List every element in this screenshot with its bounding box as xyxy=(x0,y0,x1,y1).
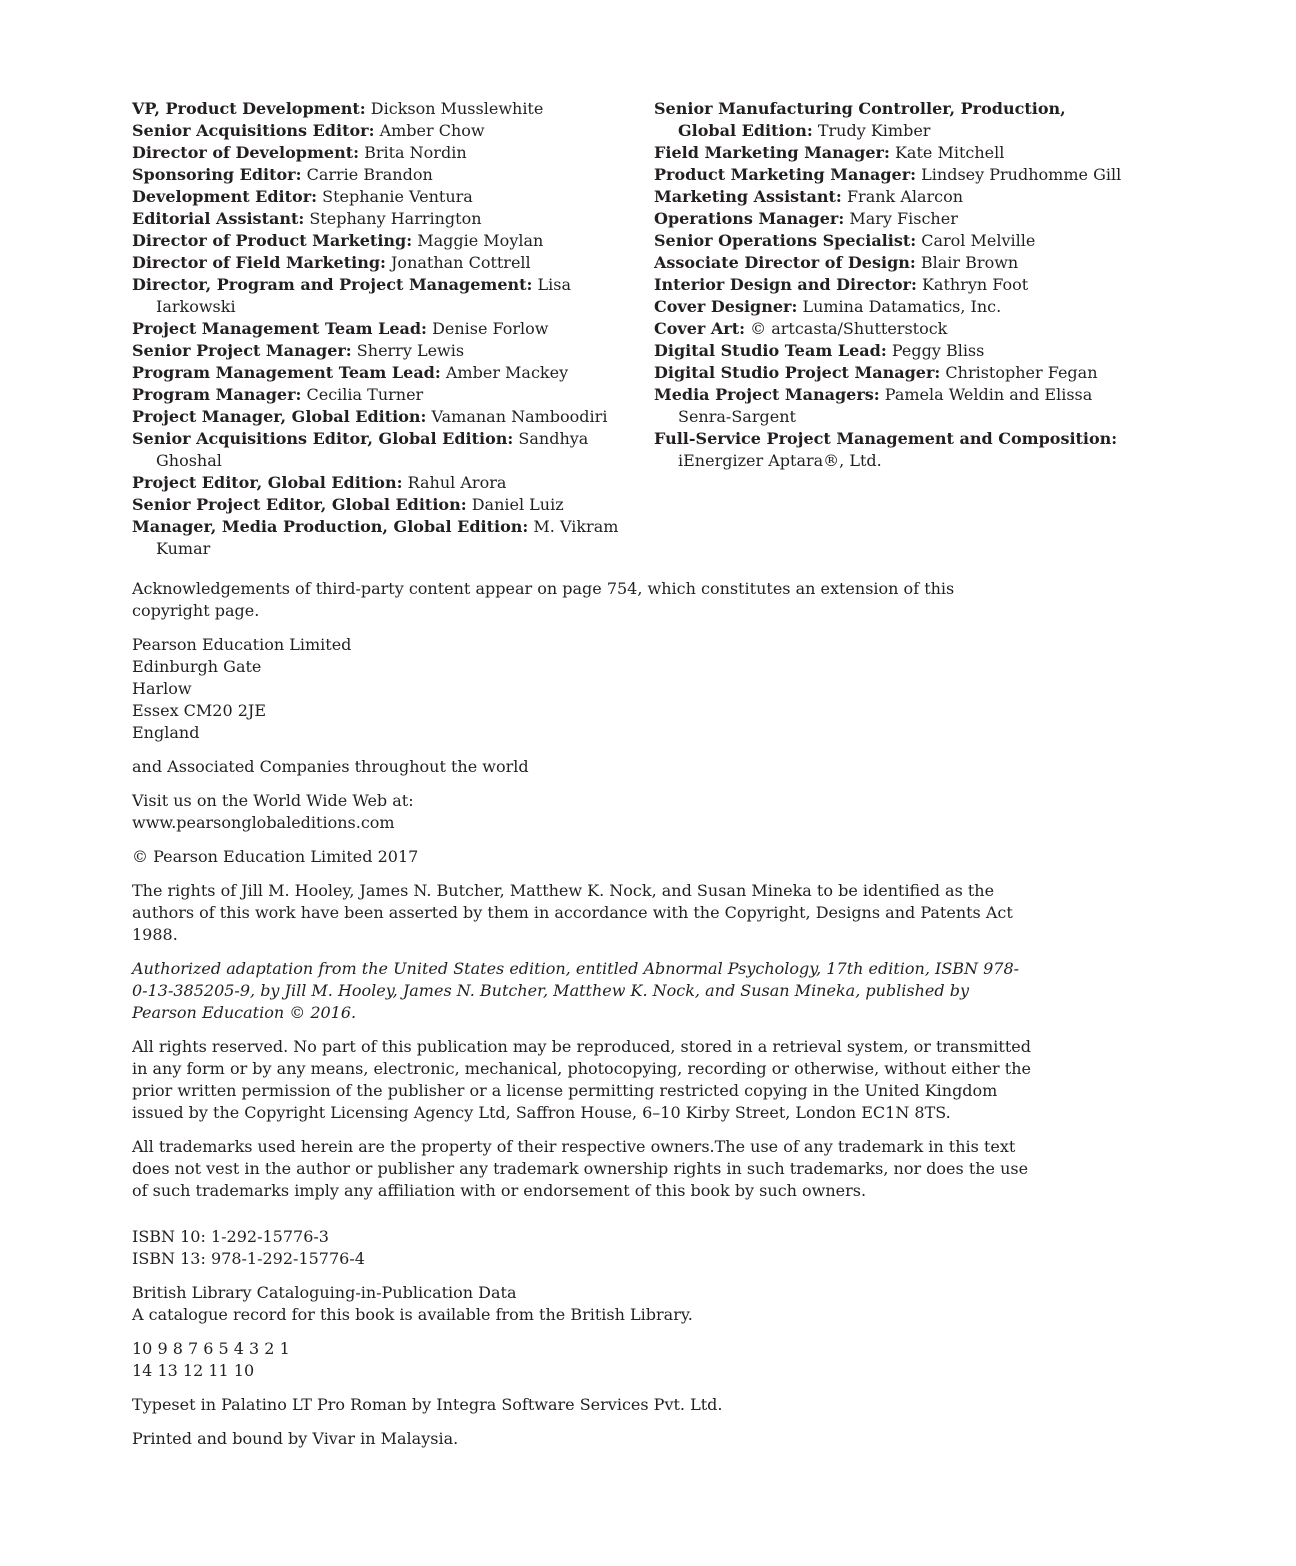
credit-name: Vamanan Namboodiri xyxy=(431,407,608,426)
spacer xyxy=(132,1214,1032,1226)
isbn-10: ISBN 10: 1-292-15776-3 xyxy=(132,1227,329,1246)
credit-name: Maggie Moylan xyxy=(417,231,544,250)
credit-name: iEnergizer Aptara®, Ltd. xyxy=(678,451,882,470)
credit-role: Digital Studio Team Lead: xyxy=(654,341,887,360)
credit-role: Associate Director of Design: xyxy=(654,253,916,272)
credit-role: Senior Project Editor, Global Edition: xyxy=(132,495,467,514)
credit-name: © artcasta/Shutterstock xyxy=(750,319,948,338)
credit-item xyxy=(654,384,1124,428)
credit-item xyxy=(132,516,632,560)
credit-name: Dickson Musslewhite xyxy=(370,99,544,118)
credit-name: Mary Fischer xyxy=(849,209,958,228)
credit-role: Product Marketing Manager: xyxy=(654,165,917,184)
credit-name: Kathryn Foot xyxy=(921,275,1029,294)
address-line: Pearson Education Limited xyxy=(132,635,352,654)
credit-role: Program Manager: xyxy=(132,385,302,404)
credit-item xyxy=(654,362,1124,384)
credit-item xyxy=(654,340,1124,362)
credit-role: Full-Service Project Management and Composition: xyxy=(654,429,1118,448)
credit-role: Director of Product Marketing: xyxy=(132,231,413,250)
credit-name: Blair Brown xyxy=(920,253,1019,272)
credit-name: Carol Melville xyxy=(921,231,1036,250)
author-rights-text: The rights of Jill M. Hooley, James N. Butcher, Matthew K. Nock, and Susan Mineka to be identified as the authors of this work have been asserted by them in accordance with the Copyright, Designs and Patents Act 1988. xyxy=(132,881,1013,944)
credit-item xyxy=(132,494,632,516)
credit-item xyxy=(654,296,1124,318)
credit-name: M. Vikram Kumar xyxy=(156,517,619,558)
credit-item xyxy=(654,208,1124,230)
credit-role: Director of Field Marketing: xyxy=(132,253,386,272)
credit-role: Field Marketing Manager: xyxy=(654,143,890,162)
credit-item xyxy=(654,186,1124,208)
credit-name: Amber Mackey xyxy=(445,363,569,382)
address-line: Essex CM20 2JE xyxy=(132,701,267,720)
credit-role: Development Editor: xyxy=(132,187,318,206)
website-block xyxy=(132,790,1032,834)
credit-role: Director of Development: xyxy=(132,143,359,162)
credit-item xyxy=(132,428,632,472)
credit-role: Marketing Assistant: xyxy=(654,187,842,206)
credit-role: Sponsoring Editor: xyxy=(132,165,302,184)
printing-numbers: 10 9 8 7 6 5 4 3 2 1 xyxy=(132,1339,290,1358)
credits-right-column xyxy=(654,98,1124,472)
credit-item xyxy=(132,318,632,340)
credit-name: Stephany Harrington xyxy=(309,209,482,228)
isbn-block xyxy=(132,1226,1032,1270)
credit-item xyxy=(132,252,632,274)
credit-name: Cecilia Turner xyxy=(306,385,424,404)
credit-item xyxy=(654,98,1124,142)
credit-name: Sherry Lewis xyxy=(356,341,465,360)
credit-item xyxy=(654,428,1124,472)
credit-name: Stephanie Ventura xyxy=(322,187,473,206)
credit-role: Media Project Managers: xyxy=(654,385,880,404)
printed-text: Printed and bound by Vivar in Malaysia. xyxy=(132,1429,459,1448)
credit-name: Lisa Iarkowski xyxy=(156,275,572,316)
credit-role: Operations Manager: xyxy=(654,209,845,228)
credit-name: Lumina Datamatics, Inc. xyxy=(802,297,1002,316)
credit-role: Editorial Assistant: xyxy=(132,209,305,228)
credit-name: Sandhya Ghoshal xyxy=(156,429,589,470)
isbn-13: ISBN 13: 978-1-292-15776-4 xyxy=(132,1249,365,1268)
all-rights-reserved-text: All rights reserved. No part of this publication may be reproduced, stored in a retrieval system, or transmitted in any form or by any means, electronic, mechanical, photocopying, recording or otherwise, without either the prior written permission of the publisher or a license permitting restricted copying in the United Kingdom issued by the Copyright Licensing Agency Ltd, Saffron House, 6–10 Kirby Street, London EC1N 8TS. xyxy=(132,1037,1031,1122)
credit-role: Senior Operations Specialist: xyxy=(654,231,917,250)
credit-role: Project Manager, Global Edition: xyxy=(132,407,427,426)
credit-name: Daniel Luiz xyxy=(471,495,564,514)
credit-name: Carrie Brandon xyxy=(306,165,433,184)
credit-item xyxy=(132,208,632,230)
credit-name: Rahul Arora xyxy=(407,473,507,492)
credit-name: Frank Alarcon xyxy=(846,187,964,206)
credit-role: VP, Product Development: xyxy=(132,99,366,118)
credit-item xyxy=(132,384,632,406)
address-line: Harlow xyxy=(132,679,192,698)
credit-name: Lindsey Prudhomme Gill xyxy=(921,165,1122,184)
credit-name: Brita Nordin xyxy=(364,143,467,162)
copyright-body xyxy=(132,578,1032,1462)
trademarks-text: All trademarks used herein are the property of their respective owners.The use of any trademark in this text does not vest in the author or publisher any trademark ownership rights in such trademarks, nor does the use of such trademarks imply any affiliation with or endorsement of this book by such owners. xyxy=(132,1137,1029,1200)
copyright-notice: © Pearson Education Limited 2017 xyxy=(132,847,419,866)
printing-line-block xyxy=(132,1338,1032,1382)
credits-left-column xyxy=(132,98,632,560)
credit-name: Jonathan Cottrell xyxy=(391,253,531,272)
credit-name: Trudy Kimber xyxy=(817,121,931,140)
credit-role: Cover Designer: xyxy=(654,297,798,316)
credit-name: Denise Forlow xyxy=(432,319,549,338)
credit-role: Program Management Team Lead: xyxy=(132,363,441,382)
cip-record: A catalogue record for this book is available from the British Library. xyxy=(132,1305,693,1324)
address-line: England xyxy=(132,723,200,742)
credit-item xyxy=(132,164,632,186)
credit-item xyxy=(132,120,632,142)
credit-item xyxy=(132,98,632,120)
cip-heading: British Library Cataloguing-in-Publication Data xyxy=(132,1283,517,1302)
credit-item xyxy=(654,164,1124,186)
credit-name: Peggy Bliss xyxy=(891,341,985,360)
cip-block xyxy=(132,1282,1032,1326)
credit-role: Senior Project Manager: xyxy=(132,341,352,360)
credit-item xyxy=(132,274,632,318)
credit-name: Pamela Weldin and Elissa Senra-Sargent xyxy=(678,385,1093,426)
credit-item xyxy=(654,252,1124,274)
credit-name: Christopher Fegan xyxy=(945,363,1098,382)
credit-item xyxy=(132,472,632,494)
credit-item xyxy=(132,406,632,428)
credit-item xyxy=(132,186,632,208)
publisher-address xyxy=(132,634,1032,744)
credit-role: Interior Design and Director: xyxy=(654,275,917,294)
credit-item xyxy=(654,142,1124,164)
typeset-text: Typeset in Palatino LT Pro Roman by Integra Software Services Pvt. Ltd. xyxy=(132,1395,723,1414)
website-url: www.pearsonglobaleditions.com xyxy=(132,813,395,832)
credit-name: Kate Mitchell xyxy=(894,143,1005,162)
website-intro: Visit us on the World Wide Web at: xyxy=(132,791,414,810)
credit-role: Senior Acquisitions Editor: xyxy=(132,121,375,140)
adaptation-text: Authorized adaptation from the United States edition, entitled Abnormal Psychology, 17th edition, ISBN 978-0-13-385205-9, by Jill M. Hooley, James N. Butcher, Matthew K. Nock, and Susan Mineka, published by Pearson Education © 2016. xyxy=(132,959,1020,1022)
credit-item xyxy=(654,230,1124,252)
credit-item xyxy=(654,318,1124,340)
credit-role: Digital Studio Project Manager: xyxy=(654,363,941,382)
credit-role: Manager, Media Production, Global Edition: xyxy=(132,517,529,536)
credit-role: Project Editor, Global Edition: xyxy=(132,473,403,492)
credit-item xyxy=(132,340,632,362)
credit-role: Project Management Team Lead: xyxy=(132,319,427,338)
credit-role: Cover Art: xyxy=(654,319,746,338)
credit-item xyxy=(654,274,1124,296)
printing-years: 14 13 12 11 10 xyxy=(132,1361,255,1380)
acknowledgements-text: Acknowledgements of third-party content appear on page 754, which constitutes an extension of this copyright page. xyxy=(132,579,955,620)
address-line: Edinburgh Gate xyxy=(132,657,262,676)
credit-item xyxy=(132,142,632,164)
credit-role: Senior Manufacturing Controller, Production, Global Edition: xyxy=(654,99,1066,140)
credit-role: Director, Program and Project Management: xyxy=(132,275,533,294)
credit-item xyxy=(132,362,632,384)
credit-item xyxy=(132,230,632,252)
associated-companies-text: and Associated Companies throughout the world xyxy=(132,757,529,776)
credit-role: Senior Acquisitions Editor, Global Edition: xyxy=(132,429,514,448)
credit-name: Amber Chow xyxy=(379,121,485,140)
